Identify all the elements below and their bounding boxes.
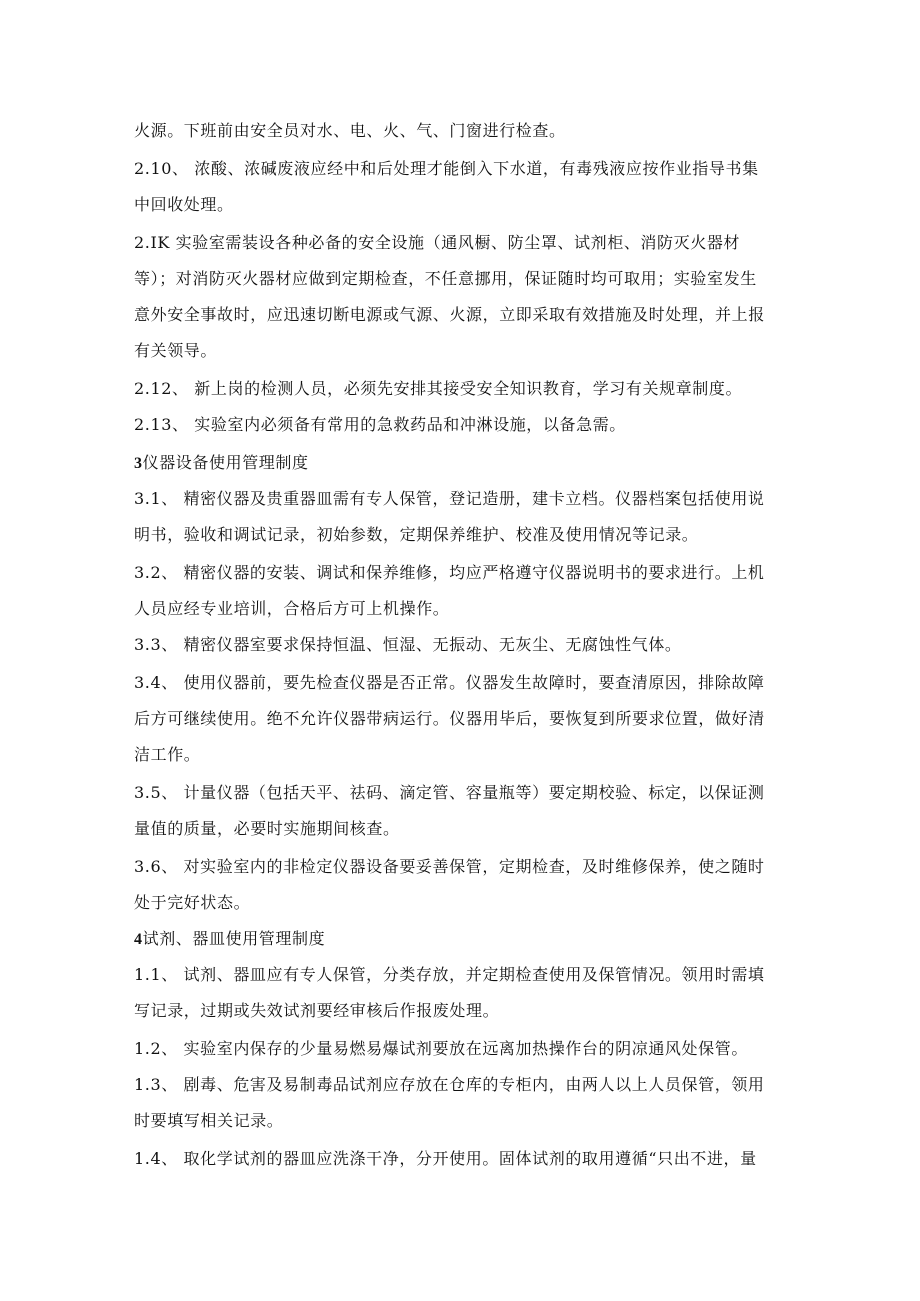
text-line: 2.10、 浓酸、浓碱废液应经中和后处理才能倒入下水道，有毒残液应按作业指导书集 <box>134 159 759 178</box>
section-title: 试剂、器皿使用管理制度 <box>142 929 326 948</box>
text-line: 3.5、 计量仪器（包括天平、祛码、滴定管、容量瓶等）要定期校验、标定，以保证测 <box>134 783 765 802</box>
text-line: 2.13、 实验室内必须备有常用的急救药品和冲淋设施，以备急需。 <box>134 415 626 434</box>
text-line: 1.2、 实验室内保存的少量易燃易爆试剂要放在远离加热操作台的阴凉通风处保管。 <box>134 1039 748 1058</box>
text-line: 有关领导。 <box>134 341 218 360</box>
text-line: 时要填写相关记录。 <box>134 1111 284 1130</box>
text-line: 1.3、 剧毒、危害及易制毒品试剂应存放在仓库的专柜内，由两人以上人员保管，领用 <box>134 1075 765 1094</box>
text-line: 2.IK 实验室需装设各种必备的安全设施（通风橱、防尘罩、试剂柜、消防灭火器材 <box>134 233 741 252</box>
text-line: 2.12、 新上岗的检测人员，必须先安排其接受安全知识教育，学习有关规章制度。 <box>134 379 743 398</box>
text-line: 1.1、 试剂、器皿应有专人保管，分类存放，并定期检查使用及保管情况。领用时需填 <box>134 965 765 984</box>
text-line: 3.4、 使用仪器前，要先检查仪器是否正常。仪器发生故障时，要查清原因，排除故障 <box>134 673 765 692</box>
text-line: 意外安全事故时，应迅速切断电源或气源、火源，立即采取有效措施及时处理，并上报 <box>134 305 765 324</box>
text-line: 中回收处理。 <box>134 195 234 214</box>
text-line: 3.3、 精密仪器室要求保持恒温、恒湿、无振动、无灰尘、无腐蚀性气体。 <box>134 635 682 654</box>
text-line: 3.2、 精密仪器的安装、调试和保养维修，均应严格遵守仪器说明书的要求进行。上机 <box>134 563 765 582</box>
text-line: 写记录，过期或失效试剂要经审核后作报废处理。 <box>134 1001 500 1020</box>
section-title: 仪器设备使用管理制度 <box>142 453 309 472</box>
text-line: 人员应经专业培训，合格后方可上机操作。 <box>134 599 450 618</box>
text-line: 明书，验收和调试记录，初始参数，定期保养维护、校准及使用情况等记录。 <box>134 525 699 544</box>
text-line: 火源。下班前由安全员对水、电、火、气、门窗进行检查。 <box>134 121 566 140</box>
text-line: 后方可继续使用。绝不允许仪器带病运行。仪器用毕后，要恢复到所要求位置，做好清 <box>134 709 765 728</box>
section-heading-4 <box>134 928 794 951</box>
text-line: 处于完好状态。 <box>134 893 251 912</box>
text-line: 等）；对消防灭火器材应做到定期检查，不任意挪用，保证随时均可取用；实验室发生 <box>134 269 757 288</box>
text-line: 3.1、 精密仪器及贵重器皿需有专人保管，登记造册，建卡立档。仪器档案包括使用说 <box>134 489 765 508</box>
text-line: 3.6、 对实验室内的非检定仪器设备要妥善保管，定期检查，及时维修保养，使之随时 <box>134 857 765 876</box>
section-heading-3 <box>134 452 794 475</box>
section-number: 4 <box>134 931 143 948</box>
text-line: 1.4、 取化学试剂的器皿应洗涤干净，分开使用。固体试剂的取用遵循“只出不进，量 <box>134 1149 757 1168</box>
section-number: 3 <box>134 455 143 472</box>
text-line: 量值的质量，必要时实施期间核查。 <box>134 819 400 838</box>
text-line: 洁工作。 <box>134 745 201 764</box>
